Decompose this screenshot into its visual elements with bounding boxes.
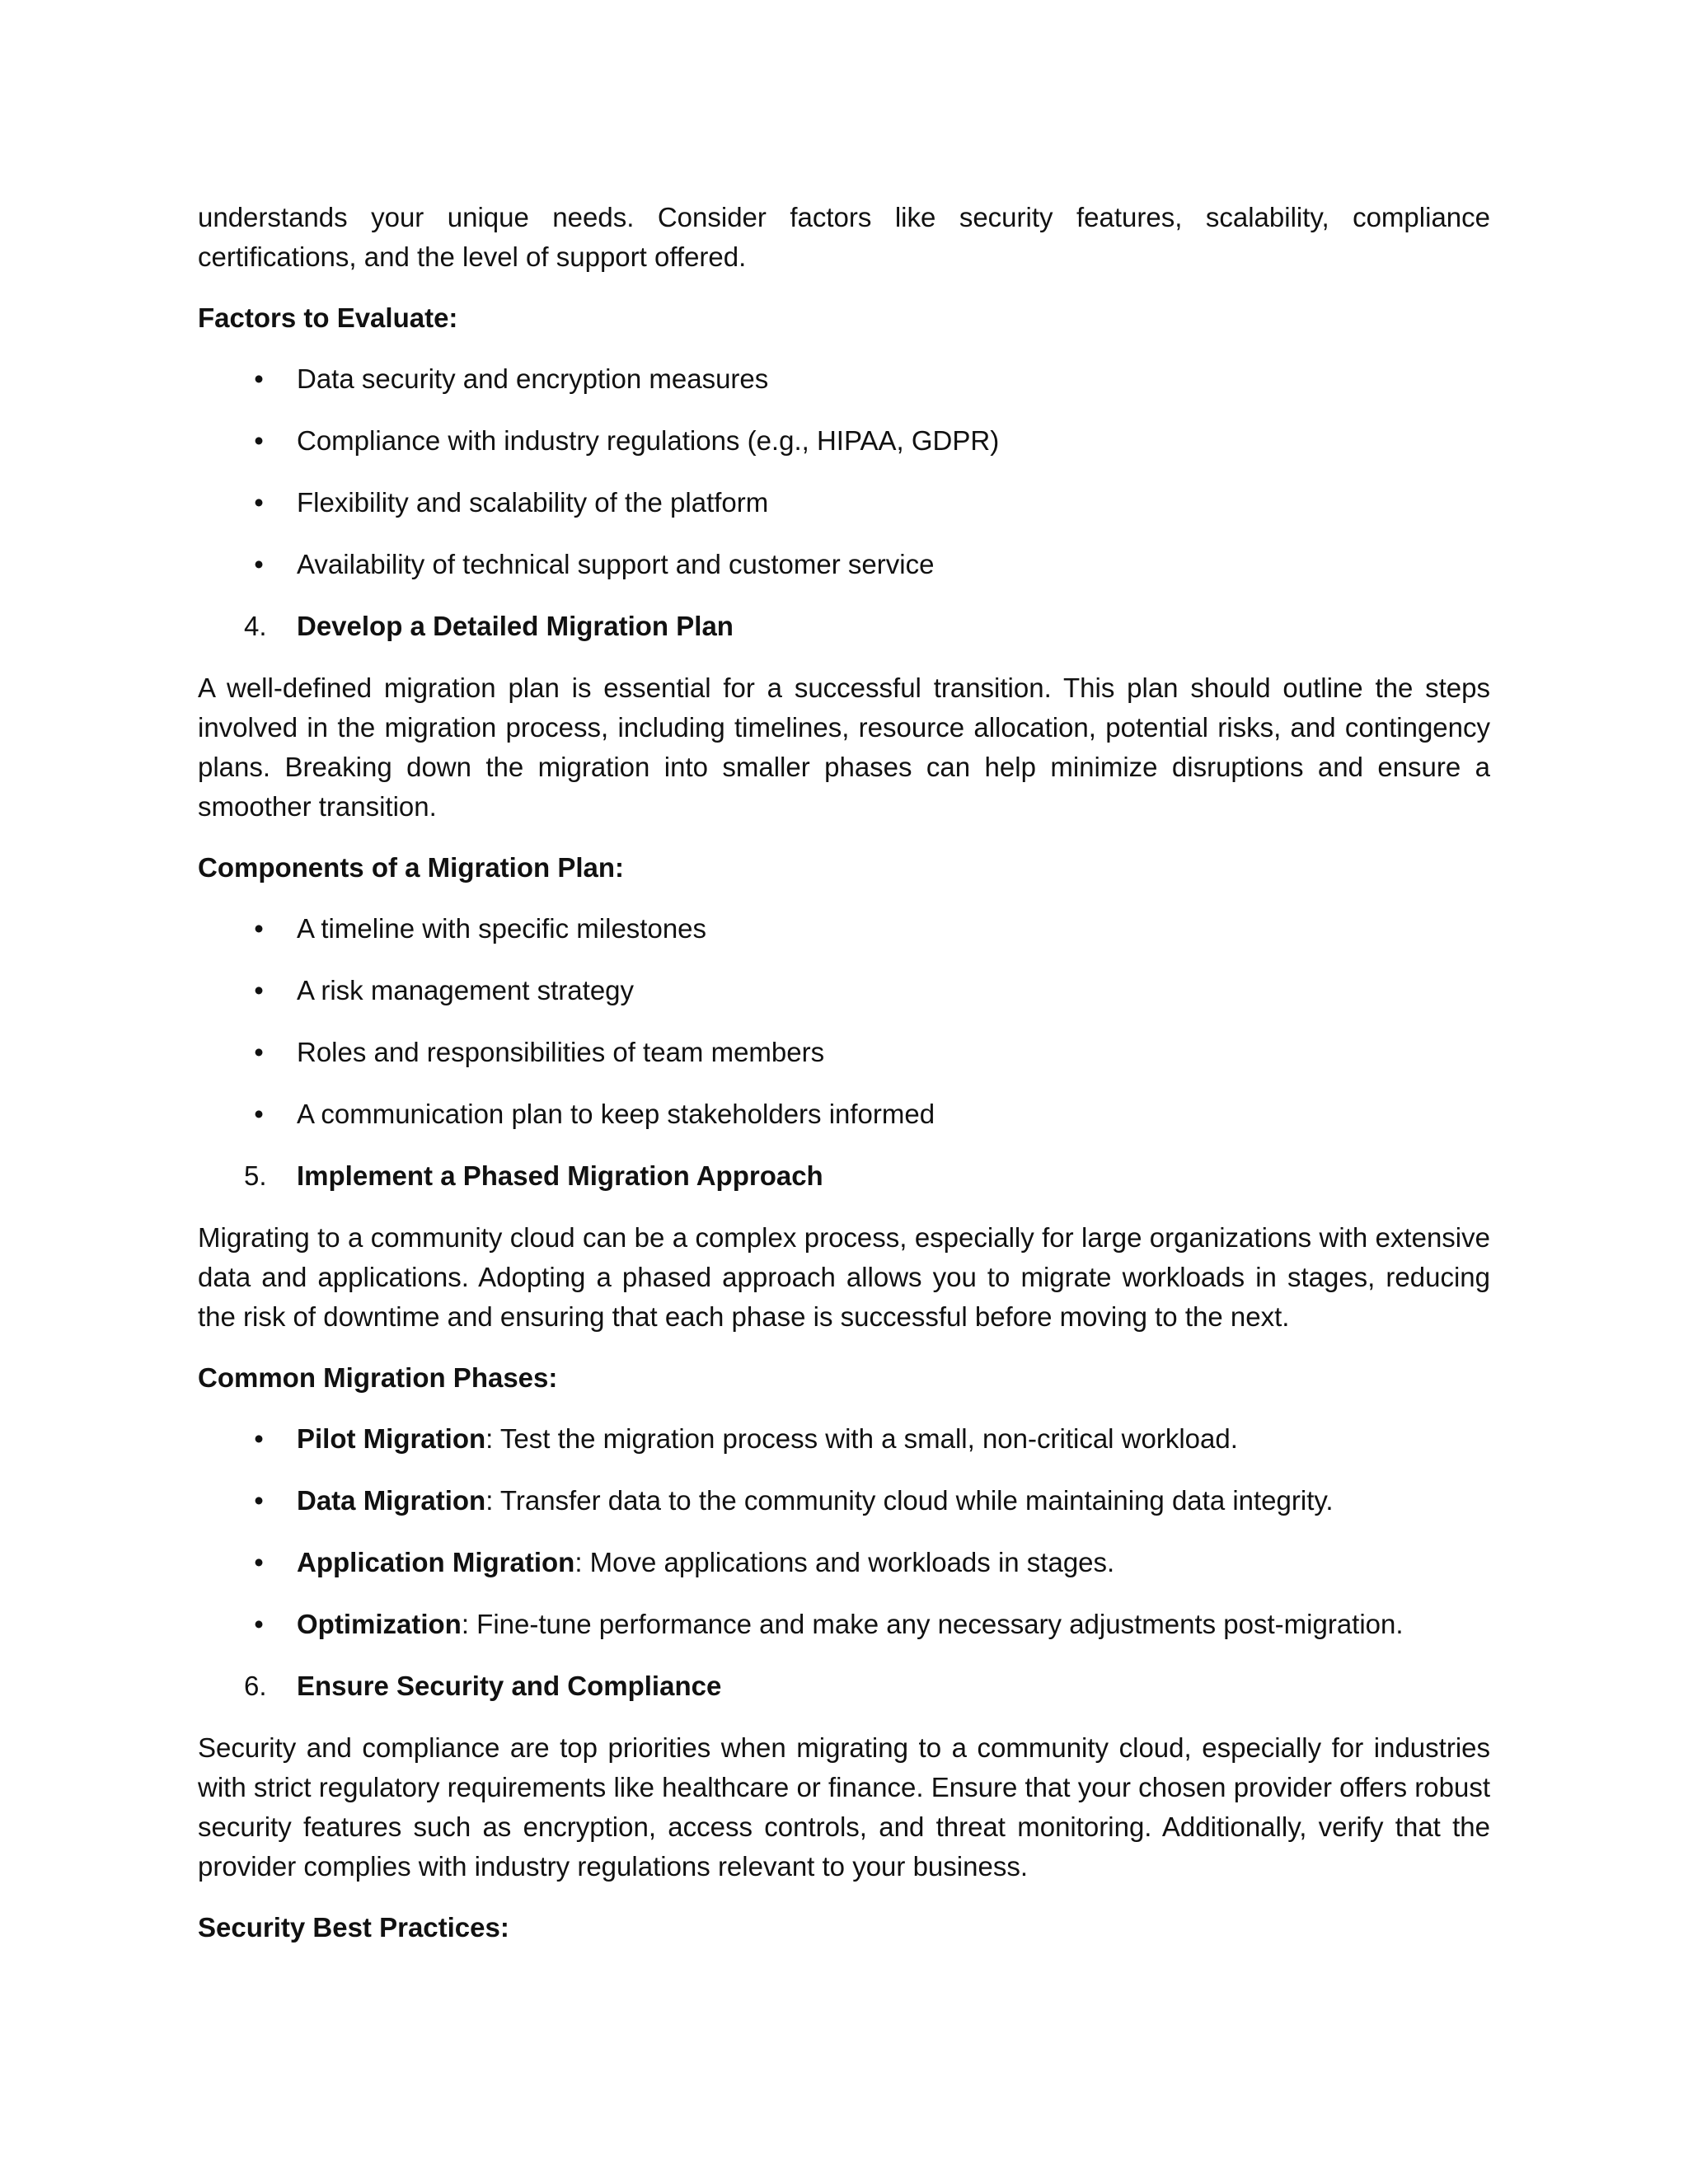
phase-term: Application Migration <box>297 1547 575 1577</box>
step-6-paragraph: Security and compliance are top priorities when migrating to a community cloud, especially for industries with strict regulatory requirements like healthcare or finance. Ensure that your chosen provider offers robust security features such as encryption, access controls, and threat monitoring. Additionally, verify that the provider complies with industry regulations relevant to your business. <box>198 1732 1490 1882</box>
step-title: Implement a Phased Migration Approach <box>297 1160 823 1191</box>
step-number: 4. <box>244 611 267 641</box>
phases-heading: Common Migration Phases: <box>198 1362 558 1393</box>
list-item: • A timeline with specific milestones <box>198 909 1490 949</box>
step-4-heading <box>198 607 1490 646</box>
phase-desc: : Transfer data to the community cloud while maintaining data integrity. <box>485 1485 1334 1516</box>
list-item: • Availability of technical support and customer service <box>198 545 1490 584</box>
bullet-icon: • <box>254 425 264 456</box>
step-number: 5. <box>244 1160 267 1191</box>
bullet-icon: • <box>254 1099 264 1129</box>
bullet-icon: • <box>254 1609 264 1639</box>
bullet-icon: • <box>254 913 264 944</box>
step-title: Ensure Security and Compliance <box>297 1671 722 1701</box>
step-title: Develop a Detailed Migration Plan <box>297 611 734 641</box>
list-item <box>198 1543 1490 1582</box>
phase-term: Pilot Migration <box>297 1423 486 1454</box>
step-6-heading <box>198 1666 1490 1706</box>
phase-desc: : Move applications and workloads in stages. <box>574 1547 1115 1577</box>
list-item: • A risk management strategy <box>198 971 1490 1010</box>
security-heading: Security Best Practices: <box>198 1912 509 1943</box>
bullet-icon: • <box>254 1037 264 1067</box>
list-item <box>198 1605 1490 1644</box>
document-page <box>198 198 1490 1969</box>
factors-list <box>198 359 1490 646</box>
phase-desc: : Fine-tune performance and make any necessary adjustments post-migration. <box>461 1609 1404 1639</box>
list-item: • Compliance with industry regulations (e.g., HIPAA, GDPR) <box>198 421 1490 461</box>
list-item: • A communication plan to keep stakeholders informed <box>198 1094 1490 1134</box>
list-item: • Data security and encryption measures <box>198 359 1490 399</box>
bullet-icon: • <box>254 487 264 518</box>
list-item <box>198 1481 1490 1521</box>
list-item: • Flexibility and scalability of the platform <box>198 483 1490 523</box>
list-item <box>198 1419 1490 1459</box>
step-4-paragraph: A well-defined migration plan is essential for a successful transition. This plan should outline the steps involved in the migration process, including timelines, resource allocation, potential risks, and contingency plans. Breaking down the migration into smaller phases can help minimize disruptions and ensure a smoother transition. <box>198 673 1490 822</box>
step-number: 6. <box>244 1671 267 1701</box>
bullet-icon: • <box>254 549 264 579</box>
list-item: • Roles and responsibilities of team members <box>198 1033 1490 1072</box>
bullet-icon: • <box>254 975 264 1005</box>
phase-term: Data Migration <box>297 1485 486 1516</box>
phase-desc: : Test the migration process with a small, non-critical workload. <box>485 1423 1238 1454</box>
phase-term: Optimization <box>297 1609 462 1639</box>
step-5-paragraph: Migrating to a community cloud can be a complex process, especially for large organizations with extensive data and applications. Adopting a phased approach allows you to migrate workloads in stages, reducing the risk of downtime and ensuring that each phase is successful before moving to the next. <box>198 1222 1490 1332</box>
step-5-heading <box>198 1156 1490 1196</box>
components-list <box>198 909 1490 1196</box>
bullet-icon: • <box>254 1423 264 1454</box>
bullet-icon: • <box>254 1547 264 1577</box>
components-heading: Components of a Migration Plan: <box>198 852 624 883</box>
factors-heading: Factors to Evaluate: <box>198 302 458 333</box>
intro-paragraph: understands your unique needs. Consider factors like security features, scalability, compliance certifications, and the level of support offered. <box>198 202 1490 272</box>
bullet-icon: • <box>254 1485 264 1516</box>
bullet-icon: • <box>254 363 264 394</box>
phases-list <box>198 1419 1490 1706</box>
